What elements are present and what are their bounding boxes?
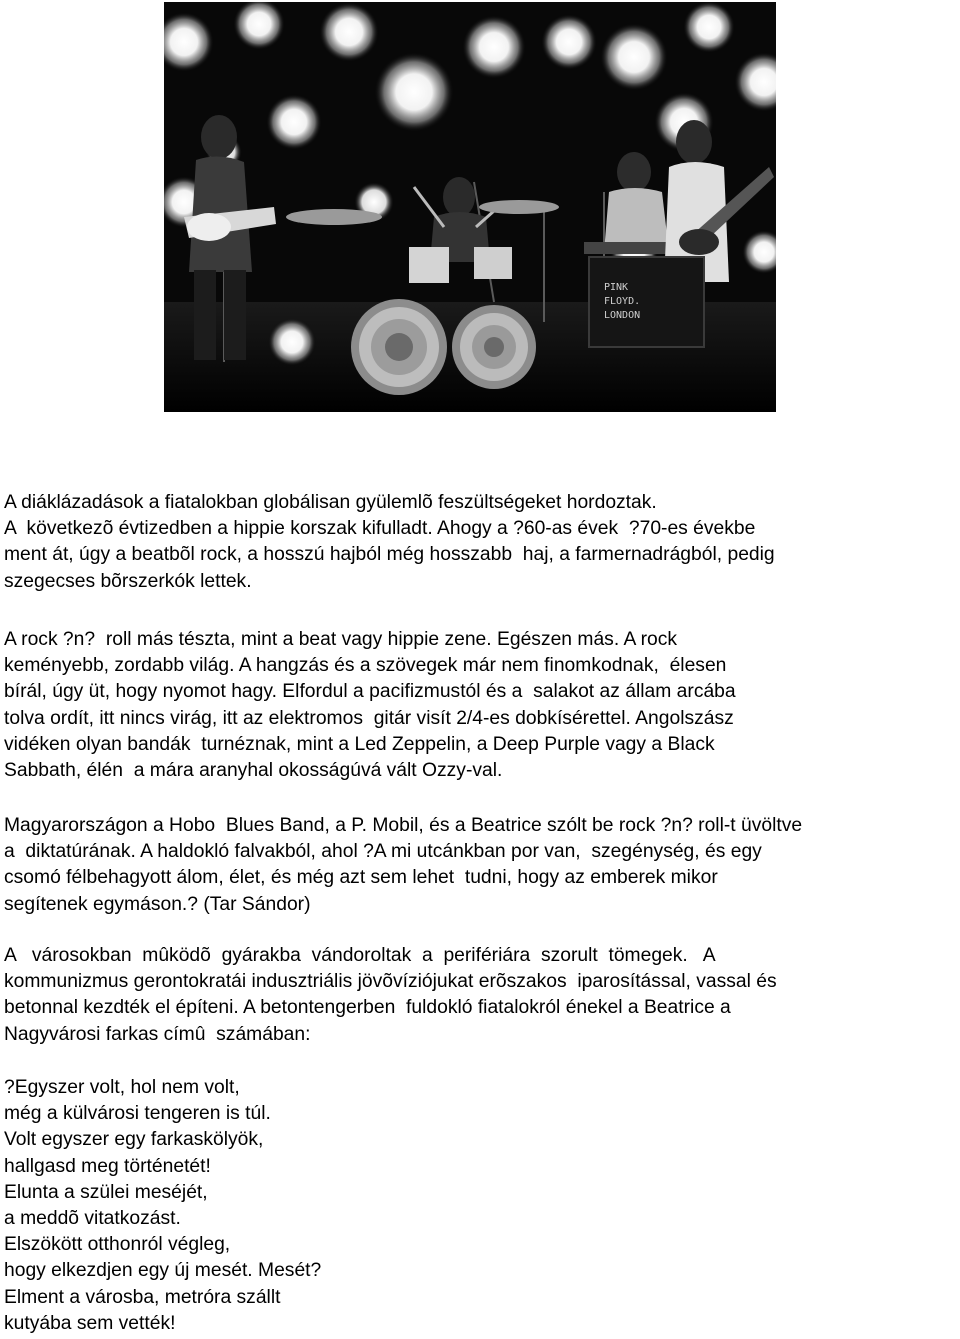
paragraph-line: vidéken olyan bandák turnéznak, mint a Led Zeppelin, a Deep Purple vagy a Black [4, 733, 715, 755]
paragraph-line: Sabbath, élén a mára aranyhal okosságúvá vált Ozzy-val. [4, 759, 503, 781]
paragraph-line: kommunizmus gerontokratái indusztriális jövõvíziójukat erõszakos iparosítással, vassal és [4, 971, 777, 993]
concert-stage-photo-icon [164, 2, 776, 412]
paragraph-line: a diktatúrának. A haldokló falvakból, ahol ?A mi utcánkban por van, szegénység, és egy [4, 841, 762, 863]
paragraph-1 [4, 490, 954, 595]
paragraph-line: csomó félbehagyott álom, élet, és még azt sem lehet tudni, hogy az emberek mikor [4, 867, 718, 889]
poem-line: hogy elkezdjen egy új mesét. Mesét? [4, 1260, 322, 1282]
amp-label-line3: LONDON [604, 310, 641, 321]
poem-line: hallgasd meg történetét! [4, 1155, 211, 1177]
poem-line: még a külvárosi tengeren is túl. [4, 1103, 271, 1125]
paragraph-3 [4, 813, 954, 918]
poem-line: a meddõ vitatkozást. [4, 1207, 181, 1229]
poem-line: kutyába sem vették! [4, 1312, 176, 1334]
paragraph-line: A városokban mûködõ gyárakba vándoroltak a perifériára szorult tömegek. A [4, 945, 716, 966]
poem-line: Volt egyszer egy farkaskölyök, [4, 1129, 264, 1151]
paragraph-line: A rock ?n? roll más tészta, mint a beat vagy hippie zene. Egészen más. A rock [4, 629, 678, 650]
poem-line: Elszökött otthonról végleg, [4, 1234, 231, 1256]
paragraph-4 [4, 943, 954, 1048]
paragraph-line: ment át, úgy a beatbõl rock, a hosszú hajból még hosszabb haj, a farmernadrágból, pedig [4, 544, 775, 566]
paragraph-line: Nagyvárosi farkas címû számában: [4, 1023, 311, 1045]
amp-label-line2: FLOYD. [604, 296, 641, 307]
paragraph-line: A diáklázadások a fiatalokban globálisan gyülemlõ feszültségeket hordoztak. [4, 492, 657, 513]
paragraph-line: betonnal kezdték el építeni. A betontengerben fuldokló fiatalokról énekel a Beatrice a [4, 997, 731, 1019]
amp-label-line1: PINK [604, 282, 629, 293]
amplifier [589, 257, 704, 347]
paragraph-line: bírál, úgy üt, hogy nyomot hagy. Elfordul a pacifizmustól és a salakot az állam arcába [4, 681, 736, 703]
poem [4, 1075, 954, 1337]
paragraph-line: A következõ évtizedben a hippie korszak kifulladt. Ahogy a ?60-as évek ?70-es évekbe [4, 518, 756, 540]
paragraph-2 [4, 627, 954, 784]
paragraph-line: tolva ordít, itt nincs virág, itt az elektromos gitár visít 2/4-es dobkísérettel. Angolszász [4, 707, 734, 729]
paragraph-line: Magyarországon a Hobo Blues Band, a P. Mobil, és a Beatrice szólt be rock ?n? roll-t üvöltve [4, 815, 803, 836]
poem-line: Elment a városba, metróra szállt [4, 1286, 281, 1308]
concert-photo [164, 2, 776, 412]
paragraph-line: segítenek egymáson.? (Tar Sándor) [4, 893, 311, 915]
paragraph-line: szegecses bõrszerkók lettek. [4, 570, 252, 592]
poem-line: ?Egyszer volt, hol nem volt, [4, 1077, 240, 1098]
paragraph-line: keményebb, zordabb világ. A hangzás és a szövegek már nem finomkodnak, élesen [4, 655, 727, 677]
poem-line: Elunta a szülei meséjét, [4, 1181, 208, 1203]
